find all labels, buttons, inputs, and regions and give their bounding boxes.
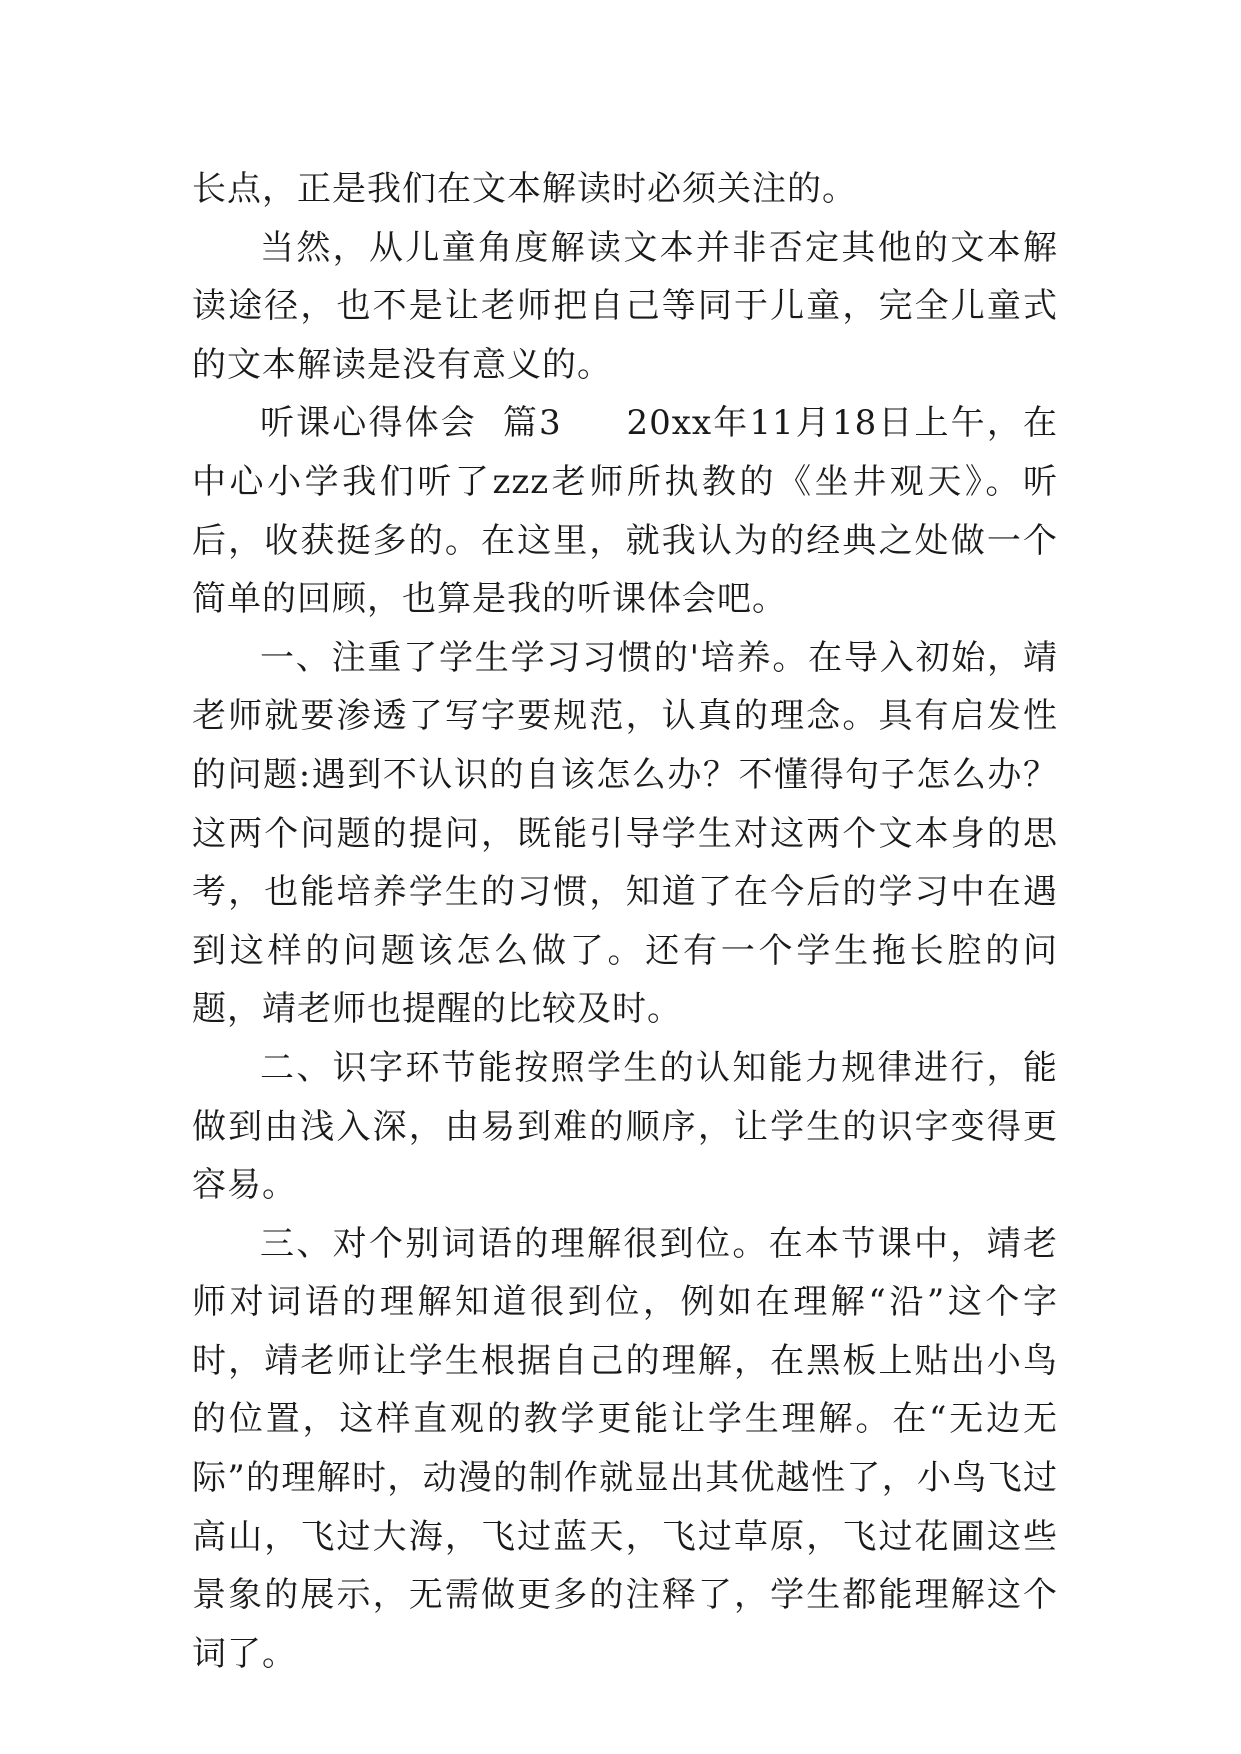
paragraph-3: 听课心得体会 篇3 20xx年11月18日上午，在中心小学我们听了zzz老师所执教的《坐井观天》。听后，收获挺多的。在这里，就我认为的经典之处做一个简单的回顾，也算是我的听课体会吧。: [192, 403, 1058, 620]
paragraph-4: 一、注重了学生学习习惯的'培养。在导入初始，靖老师就要渗透了写字要规范，认真的理念。具有启发性的问题:遇到不认识的自该怎么办？不懂得句子怎么办？这两个问题的提问，既能引导学生对这两个文本身的思考，也能培养学生的习惯，知道了在今后的学习中在遇到这样的问题该怎么做了。还有一个学生拖长腔的问题，靖老师也提醒的比较及时。: [192, 637, 1058, 1030]
paragraph-5: 二、识字环节能按照学生的认知能力规律进行，能做到由浅入深，由易到难的顺序，让学生的识字变得更容易。: [192, 1047, 1058, 1206]
paragraph-6: 三、对个别词语的理解很到位。在本节课中，靖老师对词语的理解知道很到位，例如在理解“沿”这个字时，靖老师让学生根据自己的理解，在黑板上贴出小鸟的位置，这样直观的教学更能让学生理解。在“无边无际”的理解时，动漫的制作就显出其优越性了，小鸟飞过高山，飞过大海，飞过蓝天，飞过草原，飞过花圃这些景象的展示，无需做更多的注释了，学生都能理解这个词了。: [192, 1223, 1058, 1674]
paragraph-2: 当然，从儿童角度解读文本并非否定其他的文本解读途径，也不是让老师把自己等同于儿童，完全儿童式的文本解读是没有意义的。: [192, 227, 1058, 385]
document-body: [192, 160, 1058, 1683]
paragraph-1: 长点，正是我们在文本解读时必须关注的。: [192, 169, 857, 209]
